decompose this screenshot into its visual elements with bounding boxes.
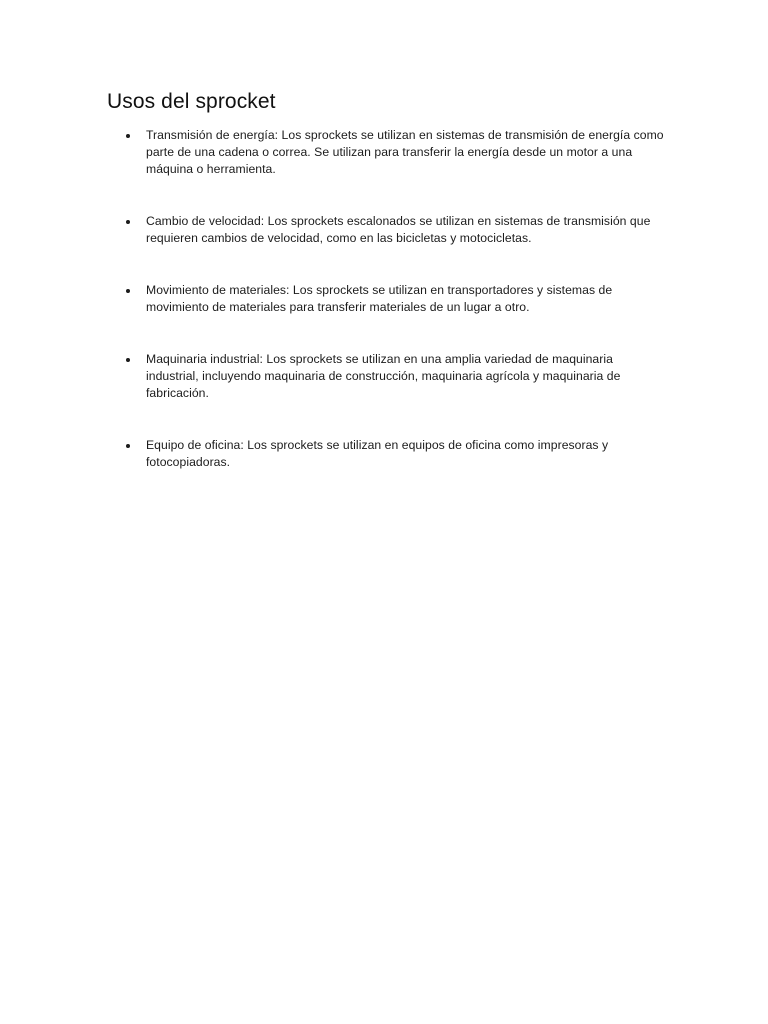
list-item-text: Cambio de velocidad: Los sprockets escalonados se utilizan en sistemas de transmisión que requieren cambios de velocidad, como en las bicicletas y motocicletas. (146, 214, 651, 245)
bullet-icon (126, 220, 130, 224)
list-item-text: Maquinaria industrial: Los sprockets se utilizan en una amplia variedad de maquinaria industrial, incluyendo maquinaria de construcción, maquinaria agrícola y maquinaria de fabricación. (146, 352, 621, 400)
bullet-icon (126, 358, 130, 362)
list-item (146, 127, 668, 178)
list-item-text: Movimiento de materiales: Los sprockets se utilizan en transportadores y sistemas de movimiento de materiales para transferir materiales de un lugar a otro. (146, 283, 613, 314)
bullet-icon (126, 134, 130, 138)
list-item (146, 213, 668, 247)
bullet-icon (126, 444, 130, 448)
bullet-icon (126, 289, 130, 293)
uses-list (146, 127, 668, 506)
document-title: Usos del sprocket (107, 90, 276, 113)
list-item-text: Transmisión de energía: Los sprockets se utilizan en sistemas de transmisión de energía como parte de una cadena o correa. Se utilizan para transferir la energía desde un motor a una máquina o herramienta. (146, 128, 664, 176)
list-item (146, 351, 668, 402)
list-item (146, 437, 668, 471)
list-item-text: Equipo de oficina: Los sprockets se utilizan en equipos de oficina como impresoras y fotocopiadoras. (146, 438, 609, 469)
list-item (146, 282, 668, 316)
